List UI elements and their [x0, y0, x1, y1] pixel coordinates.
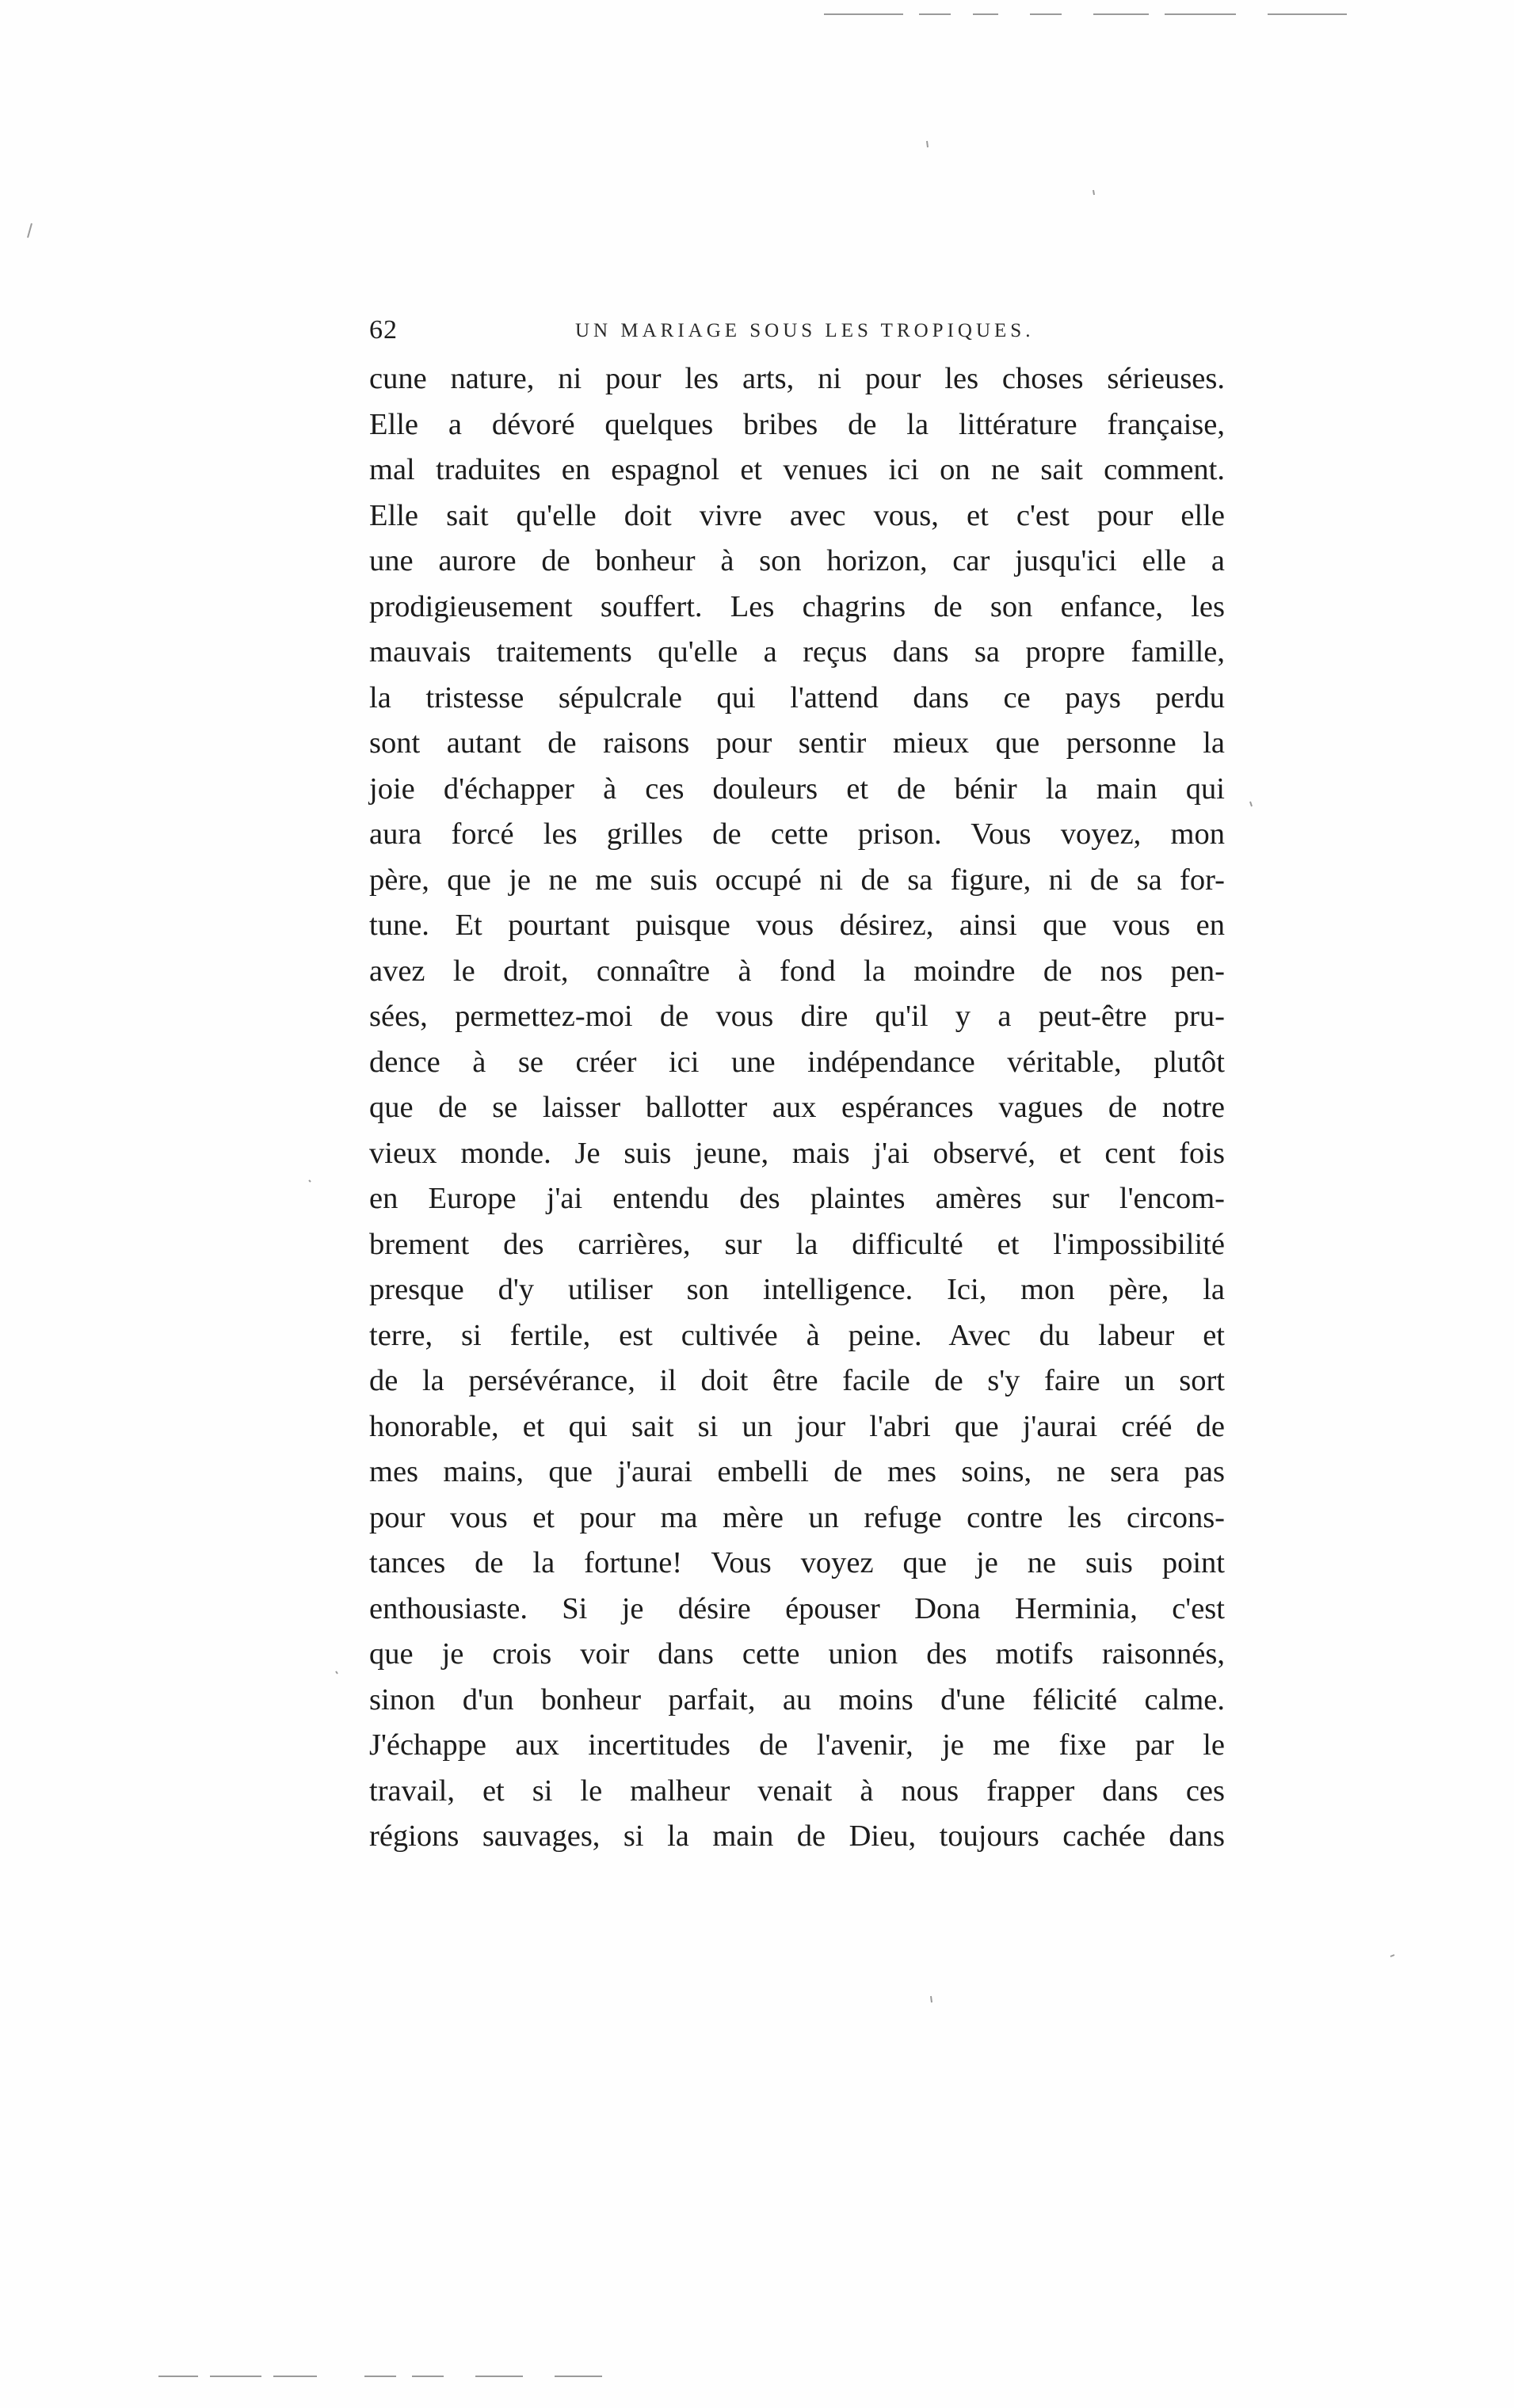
- text-line: prodigieusement souffert. Les chagrins de son enfance, les: [369, 589, 1225, 623]
- text-line: sées, permettez-moi de vous dire qu'il y a peut-être pru-: [369, 1000, 1225, 1033]
- text-line: Elle sait qu'elle doit vivre avec vous, et c'est pour elle: [369, 498, 1225, 532]
- text-line: sinon d'un bonheur parfait, au moins d'une félicité calme.: [369, 1682, 1225, 1716]
- running-title: UN MARIAGE SOUS LES TROPIQUES.: [575, 320, 1035, 341]
- text-line: aura forcé les grilles de cette prison. Vous voyez, mon: [369, 817, 1225, 851]
- text-line: que je crois voir dans cette union des motifs raisonnés,: [369, 1637, 1225, 1671]
- text-line: travail, et si le malheur venait à nous frapper dans ces: [369, 1774, 1225, 1808]
- text-line: une aurore de bonheur à son horizon, car jusqu'ici elle a: [369, 544, 1225, 577]
- text-line: sont autant de raisons pour sentir mieux que personne la: [369, 726, 1225, 760]
- text-line: tune. Et pourtant puisque vous désirez, ainsi que vous en: [369, 909, 1225, 942]
- text-line: cune nature, ni pour les arts, ni pour les choses sérieuses.: [369, 362, 1225, 395]
- text-line: J'échappe aux incertitudes de l'avenir, je me fixe par le: [369, 1728, 1225, 1762]
- body-text: [369, 356, 1225, 1860]
- text-line: dence à se créer ici une indépendance véritable, plutôt: [369, 1045, 1225, 1079]
- text-line: tances de la fortune! Vous voyez que je ne suis point: [369, 1546, 1225, 1579]
- text-line: que de se laisser ballotter aux espérances vagues de notre: [369, 1091, 1225, 1124]
- text-line: Elle a dévoré quelques bribes de la littérature française,: [369, 407, 1225, 441]
- page-number: 62: [369, 315, 398, 345]
- text-line: de la persévérance, il doit être facile de s'y faire un sort: [369, 1364, 1225, 1397]
- text-line: enthousiaste. Si je désire épouser Dona Herminia, c'est: [369, 1591, 1225, 1625]
- text-line: mauvais traitements qu'elle a reçus dans sa propre famille,: [369, 635, 1225, 669]
- text-line: brement des carrières, sur la difficulté et l'impossibilité: [369, 1227, 1225, 1261]
- text-line: avez le droit, connaître à fond la moindre de nos pen-: [369, 954, 1225, 988]
- text-line: mes mains, que j'aurai embelli de mes soins, ne sera pas: [369, 1455, 1225, 1488]
- text-line: régions sauvages, si la main de Dieu, toujours cachée dans: [369, 1819, 1225, 1853]
- text-line: honorable, et qui sait si un jour l'abri que j'aurai créé de: [369, 1409, 1225, 1443]
- text-line: la tristesse sépulcrale qui l'attend dans ce pays perdu: [369, 680, 1225, 714]
- text-line: en Europe j'ai entendu des plaintes amères sur l'encom-: [369, 1182, 1225, 1215]
- text-line: père, que je ne me suis occupé ni de sa figure, ni de sa for-: [369, 863, 1225, 897]
- text-line: joie d'échapper à ces douleurs et de bénir la main qui: [369, 772, 1225, 806]
- running-head: [369, 315, 1225, 355]
- text-line: presque d'y utiliser son intelligence. Ici, mon père, la: [369, 1273, 1225, 1306]
- text-line: terre, si fertile, est cultivée à peine. Avec du labeur et: [369, 1318, 1225, 1352]
- text-line: pour vous et pour ma mère un refuge contre les circons-: [369, 1500, 1225, 1534]
- text-line: mal traduites en espagnol et venues ici on ne sait comment.: [369, 453, 1225, 486]
- text-line: vieux monde. Je suis jeune, mais j'ai observé, et cent fois: [369, 1136, 1225, 1170]
